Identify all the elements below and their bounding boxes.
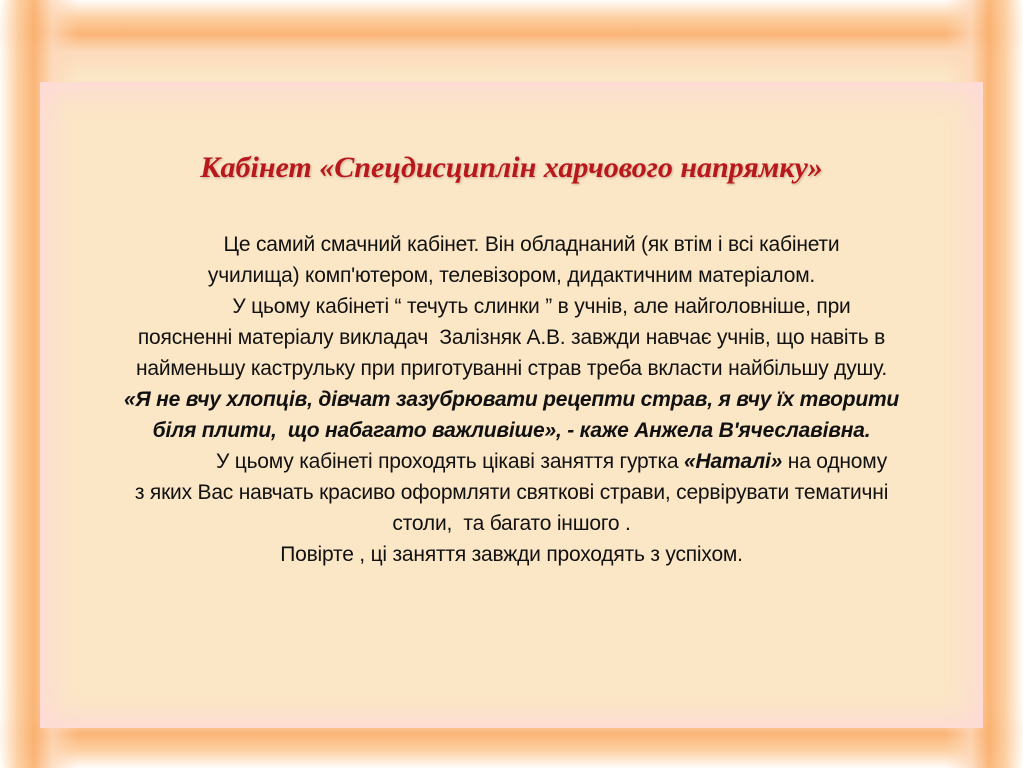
paragraph3-line2: з яких Вас навчать красиво оформляти святкові страви, сервірувати тематичні (134, 481, 889, 504)
slide-title: Кабінет «Спецдисциплін харчового напрямку» (200, 151, 823, 184)
paragraph3-line1-after: на одному (782, 450, 888, 473)
paragraph3-line1-before: У цьому кабінеті проходять цікаві заняття гуртка (215, 450, 685, 473)
quote-line2: біля плити, що набагато важливіше», - каже Анжела В'ячеславівна. (152, 419, 871, 442)
paragraph1-line1: Це самий смачний кабінет. Він обладнаний (як втім і всі кабінети (223, 233, 840, 256)
paragraph3-line1 (60, 446, 963, 477)
club-name: «Наталі» (684, 450, 783, 473)
paragraph2-line1: У цьому кабінеті “ течуть слинки ” в учнів, але найголовніше, при (232, 295, 851, 318)
quote-line1: «Я не вчу хлопців, дівчат зазубрювати рецепти страв, я вчу їх творити (123, 388, 900, 411)
paragraph2-line3: найменьшу каструльку при приготуванні страв треба вкласти найбільшу душу. (136, 357, 887, 380)
paragraph3-line3: столи, та багато іншого . (392, 512, 631, 535)
paragraph2-line2: поясненні матеріалу викладач Залізняк А.В. завжди навчає учнів, що навіть в (137, 326, 886, 349)
paragraph1-line2: училища) комп'ютером, телевізором, дидактичним матеріалом. (207, 264, 816, 287)
closing-line: Повірте , ці заняття завжди проходять з успіхом. (280, 543, 743, 566)
